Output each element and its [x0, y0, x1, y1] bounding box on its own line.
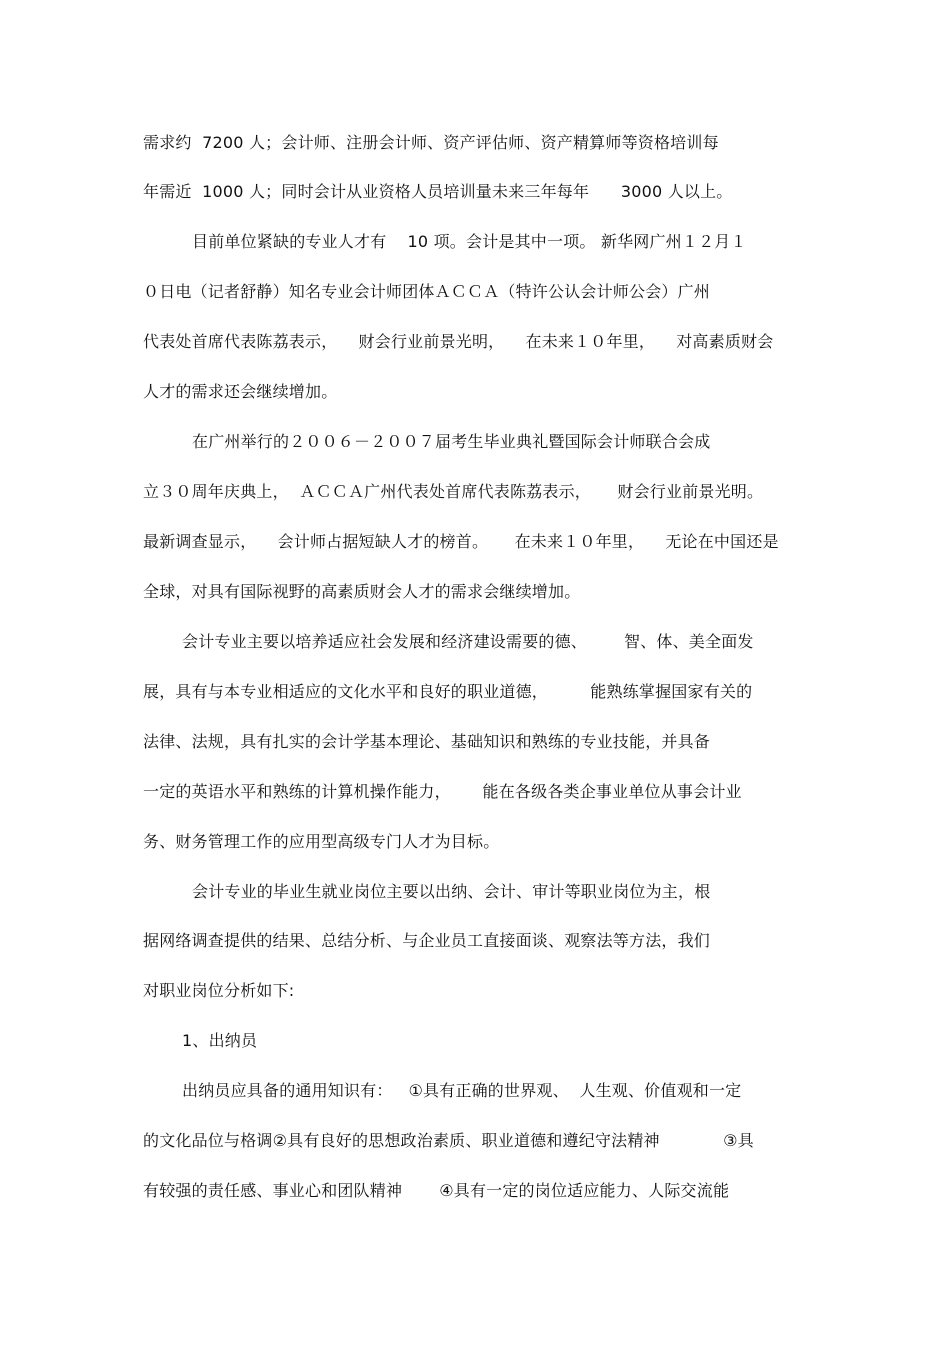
text-line-20: 出纳员应具备的通用知识有： ①具有正确的世界观、 人生观、价值观和一定: [182, 1081, 742, 1100]
text-line-18: 对职业岗位分析如下:: [143, 981, 295, 1000]
text-line-22: 有较强的责任感、事业心和团队精神 ④具有一定的岗位适应能力、人际交流能: [143, 1181, 730, 1200]
text-line-10: 全球，对具有国际视野的高素质财会人才的需求会继续增加。: [143, 582, 581, 601]
text-line-7: 在广州举行的２００６－２００７届考生毕业典礼暨国际会计师联合会成: [192, 432, 711, 451]
text-line-5: 代表处首席代表陈荔表示， 财会行业前景光明， 在未来１０年里， 对高素质财会: [143, 332, 774, 351]
text-line-8: 立３０周年庆典上， ＡＣＣＡ广州代表处首席代表陈荔表示， 财会行业前景光明。: [143, 482, 764, 501]
text-line-9: 最新调查显示， 会计师占据短缺人才的榜首。 在未来１０年里， 无论在中国还是: [143, 532, 779, 551]
text-line-21: 的文化品位与格调②具有良好的思想政治素质、职业道德和遵纪守法精神 ③具: [143, 1131, 754, 1150]
text-line-12: 展，具有与本专业相适应的文化水平和良好的职业道德， 能熟练掌握国家有关的: [143, 682, 753, 701]
text-line-17: 据网络调查提供的结果、总结分析、与企业员工直接面谈、观察法等方法，我们: [143, 931, 711, 950]
text-line-11: 会计专业主要以培养适应社会发展和经济建设需要的德、 智、体、美全面发: [182, 632, 754, 651]
text-line-14: 一定的英语水平和熟练的计算机操作能力， 能在各级各类企事业单位从事会计业: [143, 782, 742, 801]
text-line-6: 人才的需求还会继续增加。: [143, 382, 338, 401]
text-line-1: 需求约 7200 人；会计师、注册会计师、资产评估师、资产精算师等资格培训每: [143, 133, 719, 152]
section-heading-cashier: 1、出纳员: [182, 1031, 258, 1050]
text-line-2: 年需近 1000 人；同时会计从业资格人员培训量未来三年每年 3000 人以上。: [143, 182, 733, 201]
text-line-3: 目前单位紧缺的专业人才有 10 项。会计是其中一项。 新华网广州１２月１: [192, 232, 747, 251]
text-line-16: 会计专业的毕业生就业岗位主要以出纳、会计、审计等职业岗位为主，根: [192, 882, 711, 901]
text-line-13: 法律、法规，具有扎实的会计学基本理论、基础知识和熟练的专业技能，并具备: [143, 732, 711, 751]
text-line-15: 务、财务管理工作的应用型高级专门人才为目标。: [143, 832, 500, 851]
text-line-4: ０日电（记者舒静）知名专业会计师团体ＡＣＣＡ（特许公认会计师公会）广州: [143, 282, 711, 301]
